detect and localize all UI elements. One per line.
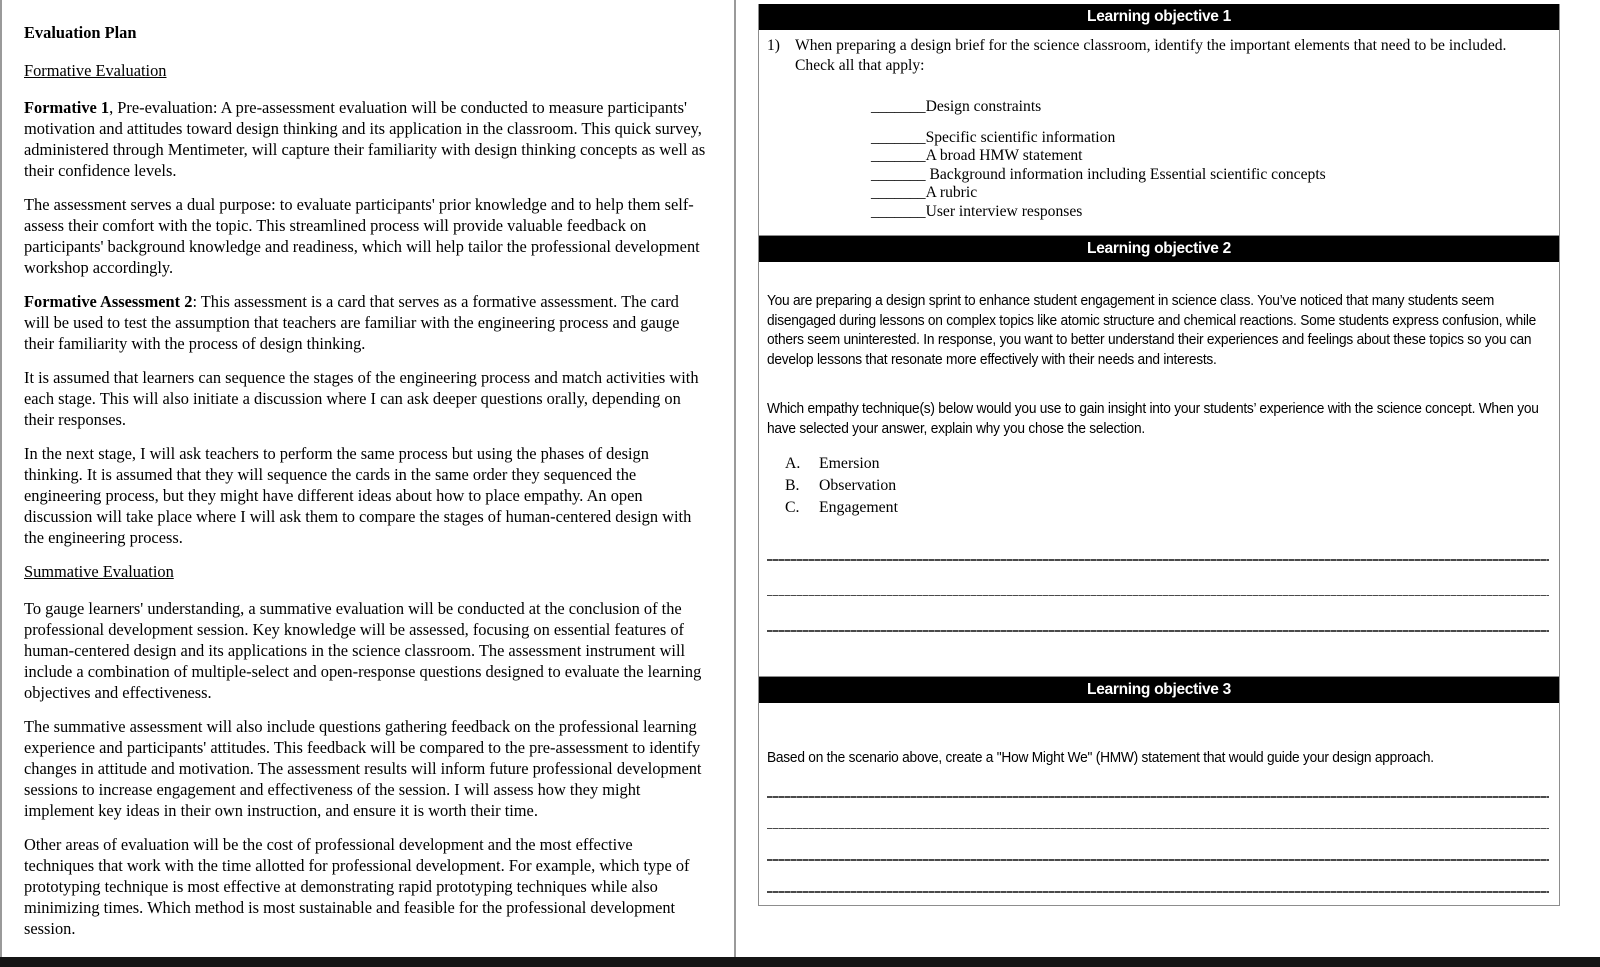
paragraph-formative-1	[24, 97, 706, 181]
option-letter: C.	[785, 499, 800, 516]
section-heading-formative: Formative Evaluation	[24, 61, 167, 80]
spacer	[767, 439, 1549, 453]
spacer	[767, 893, 1549, 905]
spacer	[767, 519, 1549, 559]
objective1-question-number: 1)	[767, 37, 780, 54]
spacer	[767, 768, 1549, 796]
learning-objective-3-header: Learning objective 3	[759, 677, 1559, 703]
learning-objective-2-block	[758, 236, 1560, 677]
window-bottom-strip	[0, 957, 1600, 967]
spacer	[767, 596, 1549, 630]
option-label: Observation	[819, 477, 897, 494]
spacer	[767, 798, 1549, 828]
formative-2-body: : This assessment is a card that serves as a formative assessment. The card will be used to test the assumption that teachers are familiar with the engineering process and gauge their familiarity with the process of design thinking.	[24, 292, 680, 353]
section-heading-summative: Summative Evaluation	[24, 562, 174, 581]
checklist-item[interactable]: _______Specific scientific information	[871, 128, 1116, 146]
left-document-page	[0, 0, 736, 957]
formative-1-body: , Pre-evaluation: A pre-assessment evaluation will be conducted to measure participants' motivation and attitudes toward design thinking and its application in the classroom. This quick survey, administered through Mentimeter, will capture their familiarity with design thinking concepts as well as their confidence levels.	[24, 98, 706, 180]
objective1-question	[767, 36, 1549, 76]
right-document-page	[748, 0, 1600, 957]
spacer	[767, 262, 1549, 292]
learning-objective-3-body	[759, 703, 1559, 905]
checklist-item[interactable]: _______ Background information including Essential scientific concepts	[871, 165, 1326, 183]
checklist-item[interactable]: _______A rubric	[871, 184, 978, 201]
spacer	[767, 829, 1549, 859]
checklist-item[interactable]: _______A broad HMW statement	[871, 147, 1083, 164]
objective1-checklist	[767, 98, 1549, 221]
learning-objective-1-block	[758, 4, 1560, 236]
option-row[interactable]	[785, 475, 1549, 497]
learning-objective-3-block	[758, 677, 1560, 906]
spacer	[767, 561, 1549, 595]
option-letter: B.	[785, 477, 800, 494]
option-label: Emersion	[819, 455, 880, 472]
checklist-item[interactable]: _______User interview responses	[871, 202, 1083, 220]
option-row[interactable]	[785, 453, 1549, 475]
spacer	[767, 632, 1549, 668]
learning-objective-1-header: Learning objective 1	[759, 4, 1559, 30]
objective1-question-text: When preparing a design brief for the science classroom, identify the important elements that need to be included. Check all that apply:	[795, 37, 1507, 74]
checklist-item[interactable]: _______Design constraints	[871, 98, 1042, 115]
spacer	[767, 703, 1549, 749]
formative-2-lead: Formative Assessment 2	[24, 292, 193, 311]
paragraph-formative-2	[24, 291, 706, 354]
option-letter: A.	[785, 455, 801, 472]
paragraph-sequence: It is assumed that learners can sequence the stages of the engineering process and match activities with each stage. This will also initiate a discussion where I can ask deeper questions orally, depending on their responses.	[24, 368, 699, 429]
page-title: Evaluation Plan	[24, 23, 137, 42]
spacer	[767, 370, 1549, 400]
objective3-prompt: Based on the scenario above, create a "How Might We" (HMW) statement that would guide your design approach.	[767, 749, 1434, 766]
paragraph-next-stage: In the next stage, I will ask teachers to perform the same process but using the phases of design thinking. It is assumed that they will sequence the cards in the same order they sequenced the engineering process, but they might have different ideas about how to place empathy. An open discussion will take place where I will ask them to compare the stages of human-centered design with the engineering process.	[24, 444, 692, 547]
formative-1-lead: Formative 1	[24, 98, 110, 117]
paragraph-summative-1: To gauge learners' understanding, a summative evaluation will be conducted at the conclusion of the professional development session. Key knowledge will be assessed, focusing on essential features of human-centered design and its applications in the science classroom. The assessment instrument will include a combination of multiple-select and open-response questions designed to evaluate the learning objectives and effectiveness.	[24, 599, 702, 702]
paragraph-dual-purpose: The assessment serves a dual purpose: to evaluate participants' prior knowledge and to help them self-assess their comfort with the topic. This streamlined process will provide valuable feedback on participants' background knowledge and readiness, which will help tailor the professional development workshop accordingly.	[24, 195, 700, 277]
objective2-scenario: You are preparing a design sprint to enhance student engagement in science class. You’ve noticed that many students seem disengaged during lessons on complex topics like atomic structure and chemical reactions. Some students express confusion, while others seem uninterested. In response, you want to better understand their experiences and feelings about these topics so you can develop lessons that resonate more effectively with their needs and interests.	[767, 293, 1537, 368]
paragraph-other-areas: Other areas of evaluation will be the cost of professional development and the most effective techniques that work with the time allotted for professional development. For example, which type of prototyping technique is most effective at demonstrating rapid prototyping techniques while also minimizing times. Which method is most sustainable and feasible for the professional development session.	[24, 835, 690, 938]
option-label: Engagement	[819, 499, 898, 516]
learning-objective-2-header: Learning objective 2	[759, 236, 1559, 262]
paragraph-summative-2: The summative assessment will also include questions gathering feedback on the professional learning experience and participants' attitudes. This feedback will be compared to the pre-assessment to identify changes in attitude and motivation. The assessment results will inform future professional development sessions to increase engagement and effectiveness of the session. I will assess how they might implement key ideas in their own instruction, and ensure it is worth their time.	[24, 717, 702, 820]
learning-objective-2-body	[759, 262, 1559, 676]
option-row[interactable]	[785, 497, 1549, 519]
learning-objective-1-body	[759, 30, 1559, 235]
spacer	[767, 861, 1549, 891]
objective2-options	[767, 453, 1549, 519]
objective2-prompt: Which empathy technique(s) below would you use to gain insight into your students’ experience with the science concept. When you have selected your answer, explain why you chose the selection.	[767, 401, 1539, 437]
